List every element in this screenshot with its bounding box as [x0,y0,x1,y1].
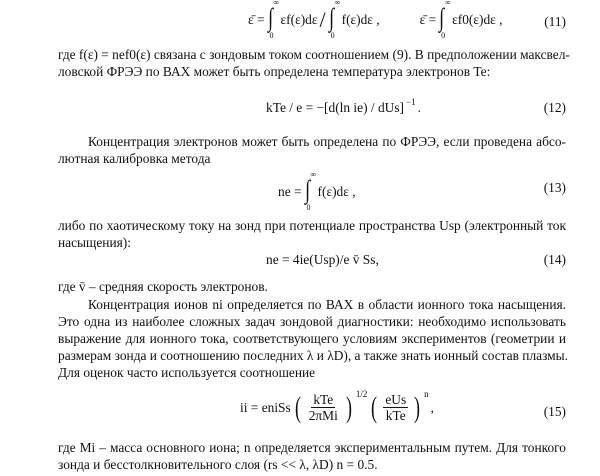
eq14-expr: ne = 4ie(Usp)/e v̄ Ss, [266,252,379,267]
p6-line1: где Mi – масса основного иона; n определяется экспериментальным путем. Для тонкого [58,440,566,455]
integral-sign: ∫ ∞ 0 [328,0,341,40]
eq13-lhs: ne = [278,184,302,199]
p1-line1: где f(ε) = nef0(ε) связана с зондовым током соотношением (9). В предположении максвел- [58,47,570,62]
eq13-number: (13) [543,180,566,195]
eq15-fraction1: $\frac{\text{kTe}}{\text{2πMi}}$ [308,392,338,423]
equation-15: ii = eniSs ( $\frac{\text{kTe}}{\text{2πMi}}$ ) $^{1/2}$ ( $\frac{\text{eUs}}{\text{kTe}}$ ) $^n$ , (15) [240,388,566,424]
p5-line3: выражение для ионного тока, соответствующего условиям экспериментов (геометрии и [58,331,566,346]
eq15-fraction2: $\frac{\text{eUs}}{\text{kTe}}$ [385,392,407,423]
eq15-exponent2: n [424,388,429,399]
p5-line4: размерам зонда и соотношению последних λ и λD), а также знать ионный состав плазмы. [58,348,569,363]
equation-13 [0,170,600,212]
p2-line1: Концентрация электронов может быть определена по ФРЭЭ, если проведена абсо- [88,134,566,149]
p2-line2: лютная калибровка метода [58,151,211,166]
p5-line2: Это одна из наиболее сложных задач зондовой диагностики: необходимо использовать [58,314,566,329]
eq15-number: (15) [543,404,566,419]
eq15-exponent1: 1/2 [355,388,368,399]
equation-14 [0,250,600,276]
eq12-expr: kTe / e = −[d(ln ie) / dUs] [266,100,404,115]
eq11-body [248,0,503,40]
p3-line1: либо по хаотическому току на зонд при потенциале пространства Usp (электронный ток [58,218,566,233]
integral-sign: ∫ ∞ 0 [304,170,317,212]
integral-sign: ∫ ∞ 0 [267,0,280,40]
eq12-end: . [417,100,421,115]
p1-line2: ловской ФРЭЭ по ВАХ может быть определена температура электронов Te: [58,64,491,79]
p4-line1: где v̄ – средняя скорость электронов. [58,279,268,294]
p6-line2: зонда и бесстолкновительного слоя (rs << λ, λD) n = 0.5. [58,457,378,472]
equation-12 [0,96,600,122]
eq11-integrand1b: f(ε)dε , [341,12,380,27]
p5-line1: Концентрация ионов ni определяется по ВАХ в области ионного тока насыщения. [88,297,566,312]
eq11-integrand1: εf(ε)dε [280,12,318,27]
equation-11 [0,0,600,40]
eq11-separator: / [319,7,326,32]
integral-sign: ∫ ∞ 0 [439,0,451,40]
eq11-lhs1: ε̄ = [248,12,265,27]
p3-line2: насыщения): [58,235,131,250]
eq12-exponent: −1 [406,97,416,107]
p5-line5: Для оценок часто используется соотношение [58,365,316,380]
eq12-number: (12) [543,100,566,115]
eq11-number: (11) [544,14,566,29]
eq15-end: , [430,399,435,415]
eq11-integrand2: εf0(ε)dε , [452,12,503,27]
eq11-lhs2: ε̄ = [419,12,437,27]
eq13-integrand: f(ε)dε , [317,184,356,199]
eq15-lhs: ii = eniSs [240,399,291,415]
eq14-number: (14) [543,252,566,267]
